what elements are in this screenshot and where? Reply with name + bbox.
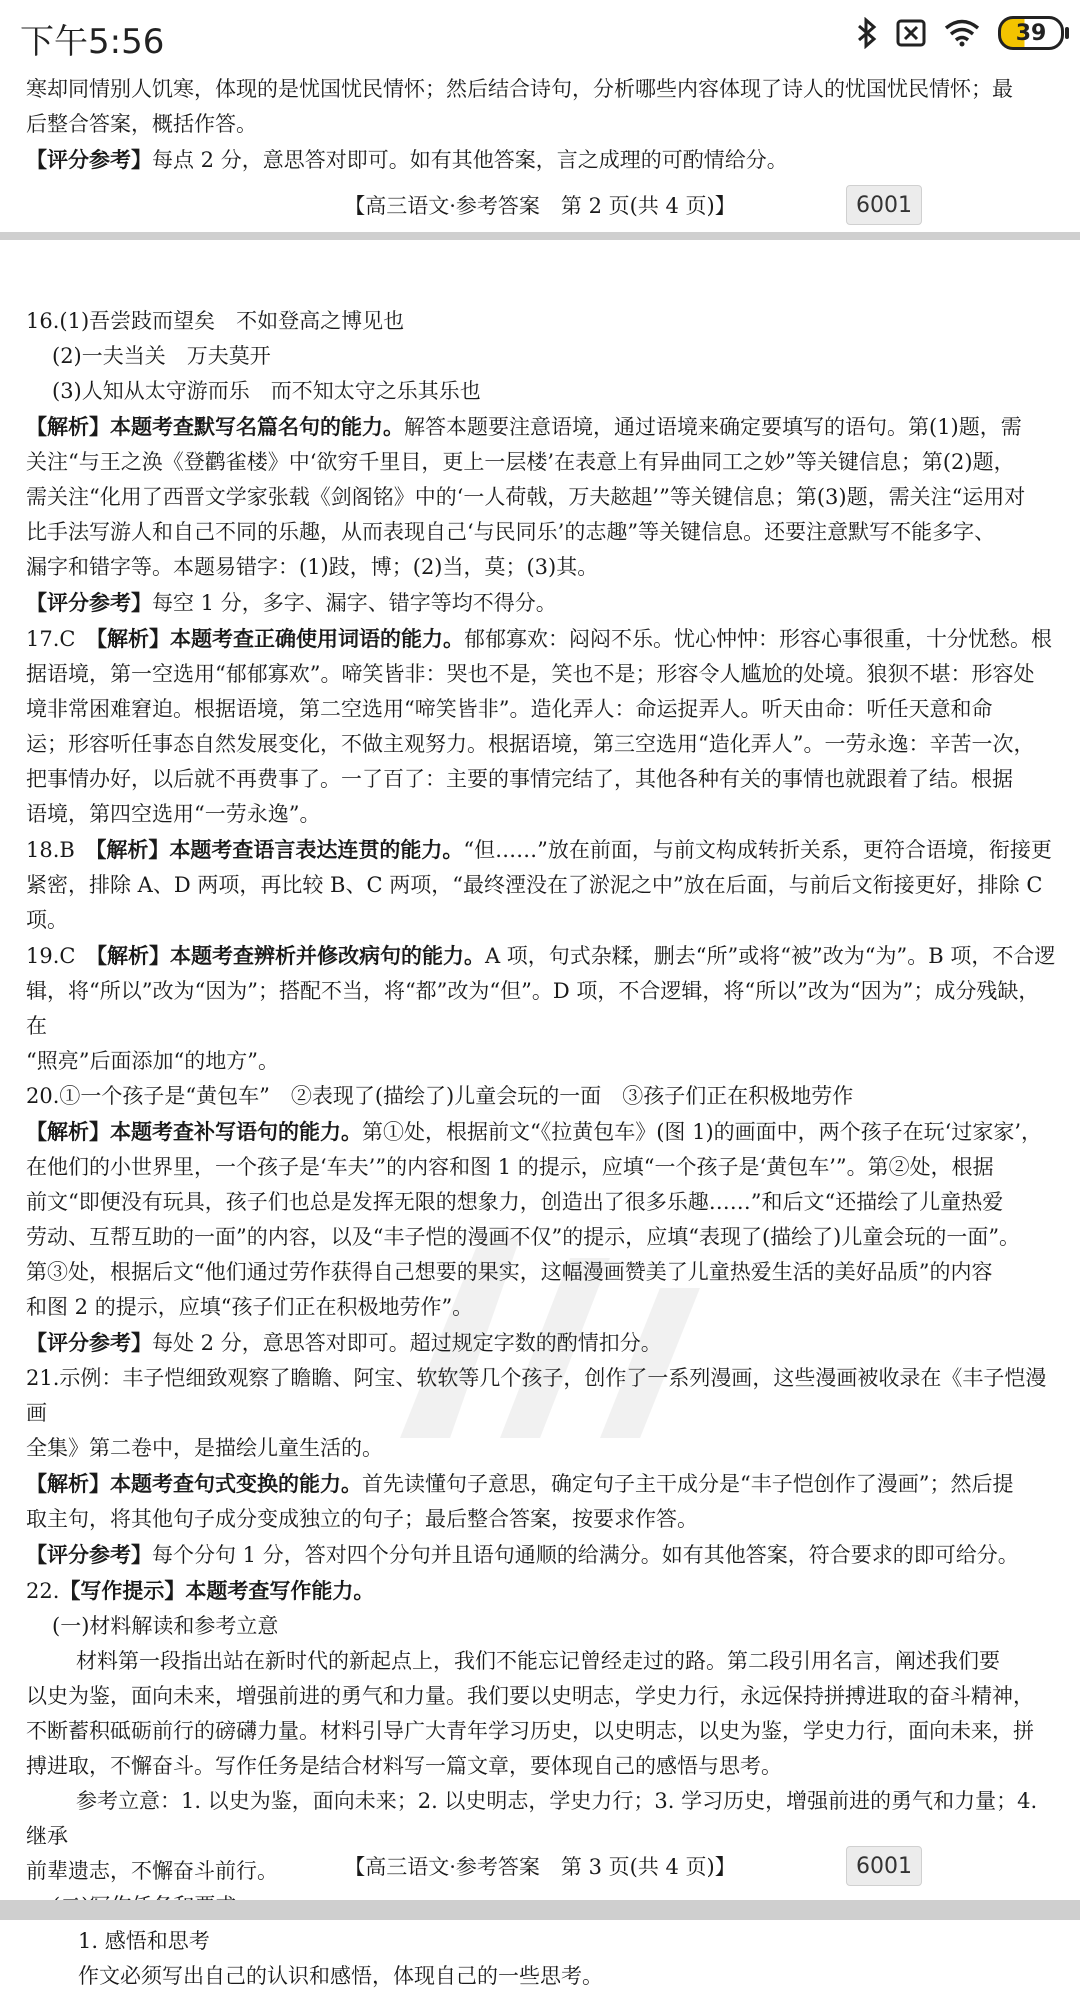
sub-heading: 1. 感悟和思考 <box>78 1929 210 1953</box>
page-2-footer <box>0 185 1080 225</box>
status-bar <box>0 0 1080 72</box>
status-time: 下午5:56 <box>20 22 165 62</box>
page-separator <box>0 232 1080 240</box>
text-line: 语境，第四空选用“一劳永逸”。 <box>26 802 321 826</box>
text-line: 境非常困难窘迫。根据语境，第二空选用“啼笑皆非”。造化弄人：命运捉弄人。听天由命：听任天意和命 <box>26 697 993 721</box>
battery-level: 39 <box>1015 20 1047 46</box>
q21-line: 21.示例：丰子恺细致观察了瞻瞻、阿宝、软软等几个孩子，创作了一系列漫画，这些漫画被收录在《丰子恺漫画 <box>26 1366 1047 1425</box>
q22-line: 22.【写作提示】本题考查写作能力。 <box>26 1578 375 1603</box>
text-line: 紧密，排除 A、D 两项，再比较 B、C 两项，“最终湮没在了淤泥之中”放在后面，与前后文衔接更好，排除 C 项。 <box>26 873 1043 932</box>
text-line: 后整合答案，概括作答。 <box>26 112 257 136</box>
text-line: 前文“即便没有玩具，孩子们也总是发挥无限的想象力，创造出了很多乐趣……”和后文“还描绘了儿童热爱 <box>26 1190 1004 1214</box>
sim-off-icon <box>896 19 926 47</box>
q16-line: (3)人知从太守游而乐 而不知太守之乐其乐也 <box>52 379 481 403</box>
page-3 <box>0 268 1080 1988</box>
text-line: “照亮”后面添加“的地方”。 <box>26 1049 279 1073</box>
text-line: 漏字和错字等。本题易错字：(1)跂，博；(2)当，莫；(3)其。 <box>26 555 599 579</box>
text-line: 据语境，第一空选用“郁郁寡欢”。啼笑皆非：哭也不是，笑也不是；形容令人尴尬的处境。狼狈不堪：形容处 <box>26 662 1035 686</box>
text-line: 辑，将“所以”改为“因为”；搭配不当，将“都”改为“但”。D 项，不合逻辑，将“所以”改为“因为”；成分残缺，在 <box>26 979 1040 1038</box>
footer-code: 6001 <box>846 1846 922 1886</box>
page-3-footer <box>0 1846 1080 1886</box>
section-heading: (一)材料解读和参考立意 <box>52 1614 279 1638</box>
text-line: 第③处，根据后文“他们通过劳作获得自己想要的果实，这幅漫画赞美了儿童热爱生活的美好品质”的内容 <box>26 1260 993 1284</box>
text-line: 搏进取，不懈奋斗。写作任务是结合材料写一篇文章，要体现自己的感悟与思考。 <box>26 1754 782 1778</box>
text-line: 前辈遗志，不懈奋斗前行。 <box>26 1859 278 1883</box>
text-line: 比手法写游人和自己不同的乐趣，从而表现自己‘与民同乐’的志趣”等关键信息。还要注意默写不能多字、 <box>26 520 996 544</box>
footer-text: 【高三语文·参考答案 第 2 页(共 4 页)】 <box>344 194 736 218</box>
q20-analysis: 【解析】本题考查补写语句的能力。第①处，根据前文“《拉黄包车》(图 1)的画面中，两个孩子在玩‘过家家’， <box>26 1119 1043 1144</box>
text-line: 劳动、互帮互助的一面”的内容，以及“丰子恺的漫画不仅”的提示，应填“表现了(描绘了)儿童会玩的一面”。 <box>26 1225 1021 1249</box>
q16-line: 16.(1)吾尝跂而望矣 不如登高之博见也 <box>26 309 405 333</box>
text-line: 需关注“化用了西晋文学家张载《剑阁铭》中的‘一人荷戟，万夫趑趄’”等关键信息；第(3)题，需关注“运用对 <box>26 485 1026 509</box>
q16-score: 【评分参考】每空 1 分，多字、漏字、错字等均不得分。 <box>26 590 557 615</box>
q21-analysis: 【解析】本题考查句式变换的能力。首先读懂句子意思，确定句子主干成分是“丰子恺创作了漫画”；然后提 <box>26 1471 1014 1496</box>
text-line: 不断蓄积砥砺前行的磅礴力量。材料引导广大青年学习历史，以史明志，以史为鉴，学史力行，面向未来，拼 <box>26 1719 1034 1743</box>
footer-text: 【高三语文·参考答案 第 3 页(共 4 页)】 <box>344 1855 736 1879</box>
q18-line: 18.B 【解析】本题考查语言表达连贯的能力。“但……”放在前面，与前文构成转折关系，更符合语境，衔接更 <box>26 837 1052 862</box>
q16-line: (2)一夫当关 万夫莫开 <box>52 344 271 368</box>
q19-line: 19.C 【解析】本题考查辨析并修改病句的能力。A 项，句式杂糅，删去“所”或将“被”改为“为”。B 项，不合逻 <box>26 943 1056 968</box>
q16-analysis: 【解析】本题考查默写名篇名句的能力。解答本题要注意语境，通过语境来确定要填写的语句。第(1)题，需 <box>26 414 1022 439</box>
score-note: 【评分参考】每点 2 分，意思答对即可。如有其他答案，言之成理的可酌情给分。 <box>26 147 788 172</box>
text-line: 把事情办好，以后就不再费事了。一了百了：主要的事情完结了，其他各种有关的事情也就跟着了结。根据 <box>26 767 1013 791</box>
text-line: 以史为鉴，面向未来，增强前进的勇气和力量。我们要以史明志，学史力行，永远保持拼搏进取的奋斗精神， <box>26 1684 1034 1708</box>
text-line: 运；形容听任事态自然发展变化，不做主观努力。根据语境，第三空选用“造化弄人”。一劳永逸：辛苦一次， <box>26 732 1035 756</box>
bluetooth-icon <box>856 17 878 49</box>
q20-line: 20.①一个孩子是“黄包车” ②表现了(描绘了)儿童会玩的一面 ③孩子们正在积极地劳作 <box>26 1084 854 1108</box>
page-separator <box>0 1900 1080 1920</box>
text-line: 关注“与王之涣《登鹳雀楼》中‘欲穷千里目，更上一层楼’在表意上有异曲同工之妙”等关键信息；第(2)题， <box>26 450 1015 474</box>
page-2-text <box>26 72 1058 178</box>
page-2-tail <box>0 70 1080 235</box>
q20-score: 【评分参考】每处 2 分，意思答对即可。超过规定字数的酌情扣分。 <box>26 1330 662 1355</box>
wifi-icon <box>944 19 980 47</box>
text-line: 取主句，将其他句子成分变成独立的句子；最后整合答案，按要求作答。 <box>26 1507 698 1531</box>
text-line: 寒却同情别人饥寒，体现的是忧国忧民情怀；然后结合诗句，分析哪些内容体现了诗人的忧国忧民情怀；最 <box>26 77 1013 101</box>
text-line: 和图 2 的提示，应填“孩子们正在积极地劳作”。 <box>26 1295 474 1319</box>
text-line: 全集》第二卷中，是描绘儿童生活的。 <box>26 1436 383 1460</box>
q17-line: 17.C 【解析】本题考查正确使用词语的能力。郁郁寡欢：闷闷不乐。忧心忡忡：形容心事很重，十分忧愁。根 <box>26 626 1052 651</box>
status-icons <box>856 16 1064 50</box>
footer-code: 6001 <box>846 185 922 225</box>
text-line: 作文必须写出自己的认识和感悟，体现自己的一些思考。 <box>78 1964 603 1988</box>
page-3-text <box>26 304 1058 1994</box>
text-line: 材料第一段指出站在新时代的新起点上，我们不能忘记曾经走过的路。第二段引用名言，阐述我们要 <box>76 1649 1000 1673</box>
text-line: 参考立意：1. 以史为鉴，面向未来；2. 以史明志，学史力行；3. 学习历史，增强前进的勇气和力量；4. 继承 <box>26 1789 1038 1848</box>
battery-icon <box>998 16 1064 50</box>
q21-score: 【评分参考】每个分句 1 分，答对四个分句并且语句通顺的给满分。如有其他答案，符合要求的即可给分。 <box>26 1542 1019 1567</box>
text-line: 在他们的小世界里，一个孩子是‘车夫’”的内容和图 1 的提示，应填“一个孩子是‘黄包车’”。第②处，根据 <box>26 1155 994 1179</box>
